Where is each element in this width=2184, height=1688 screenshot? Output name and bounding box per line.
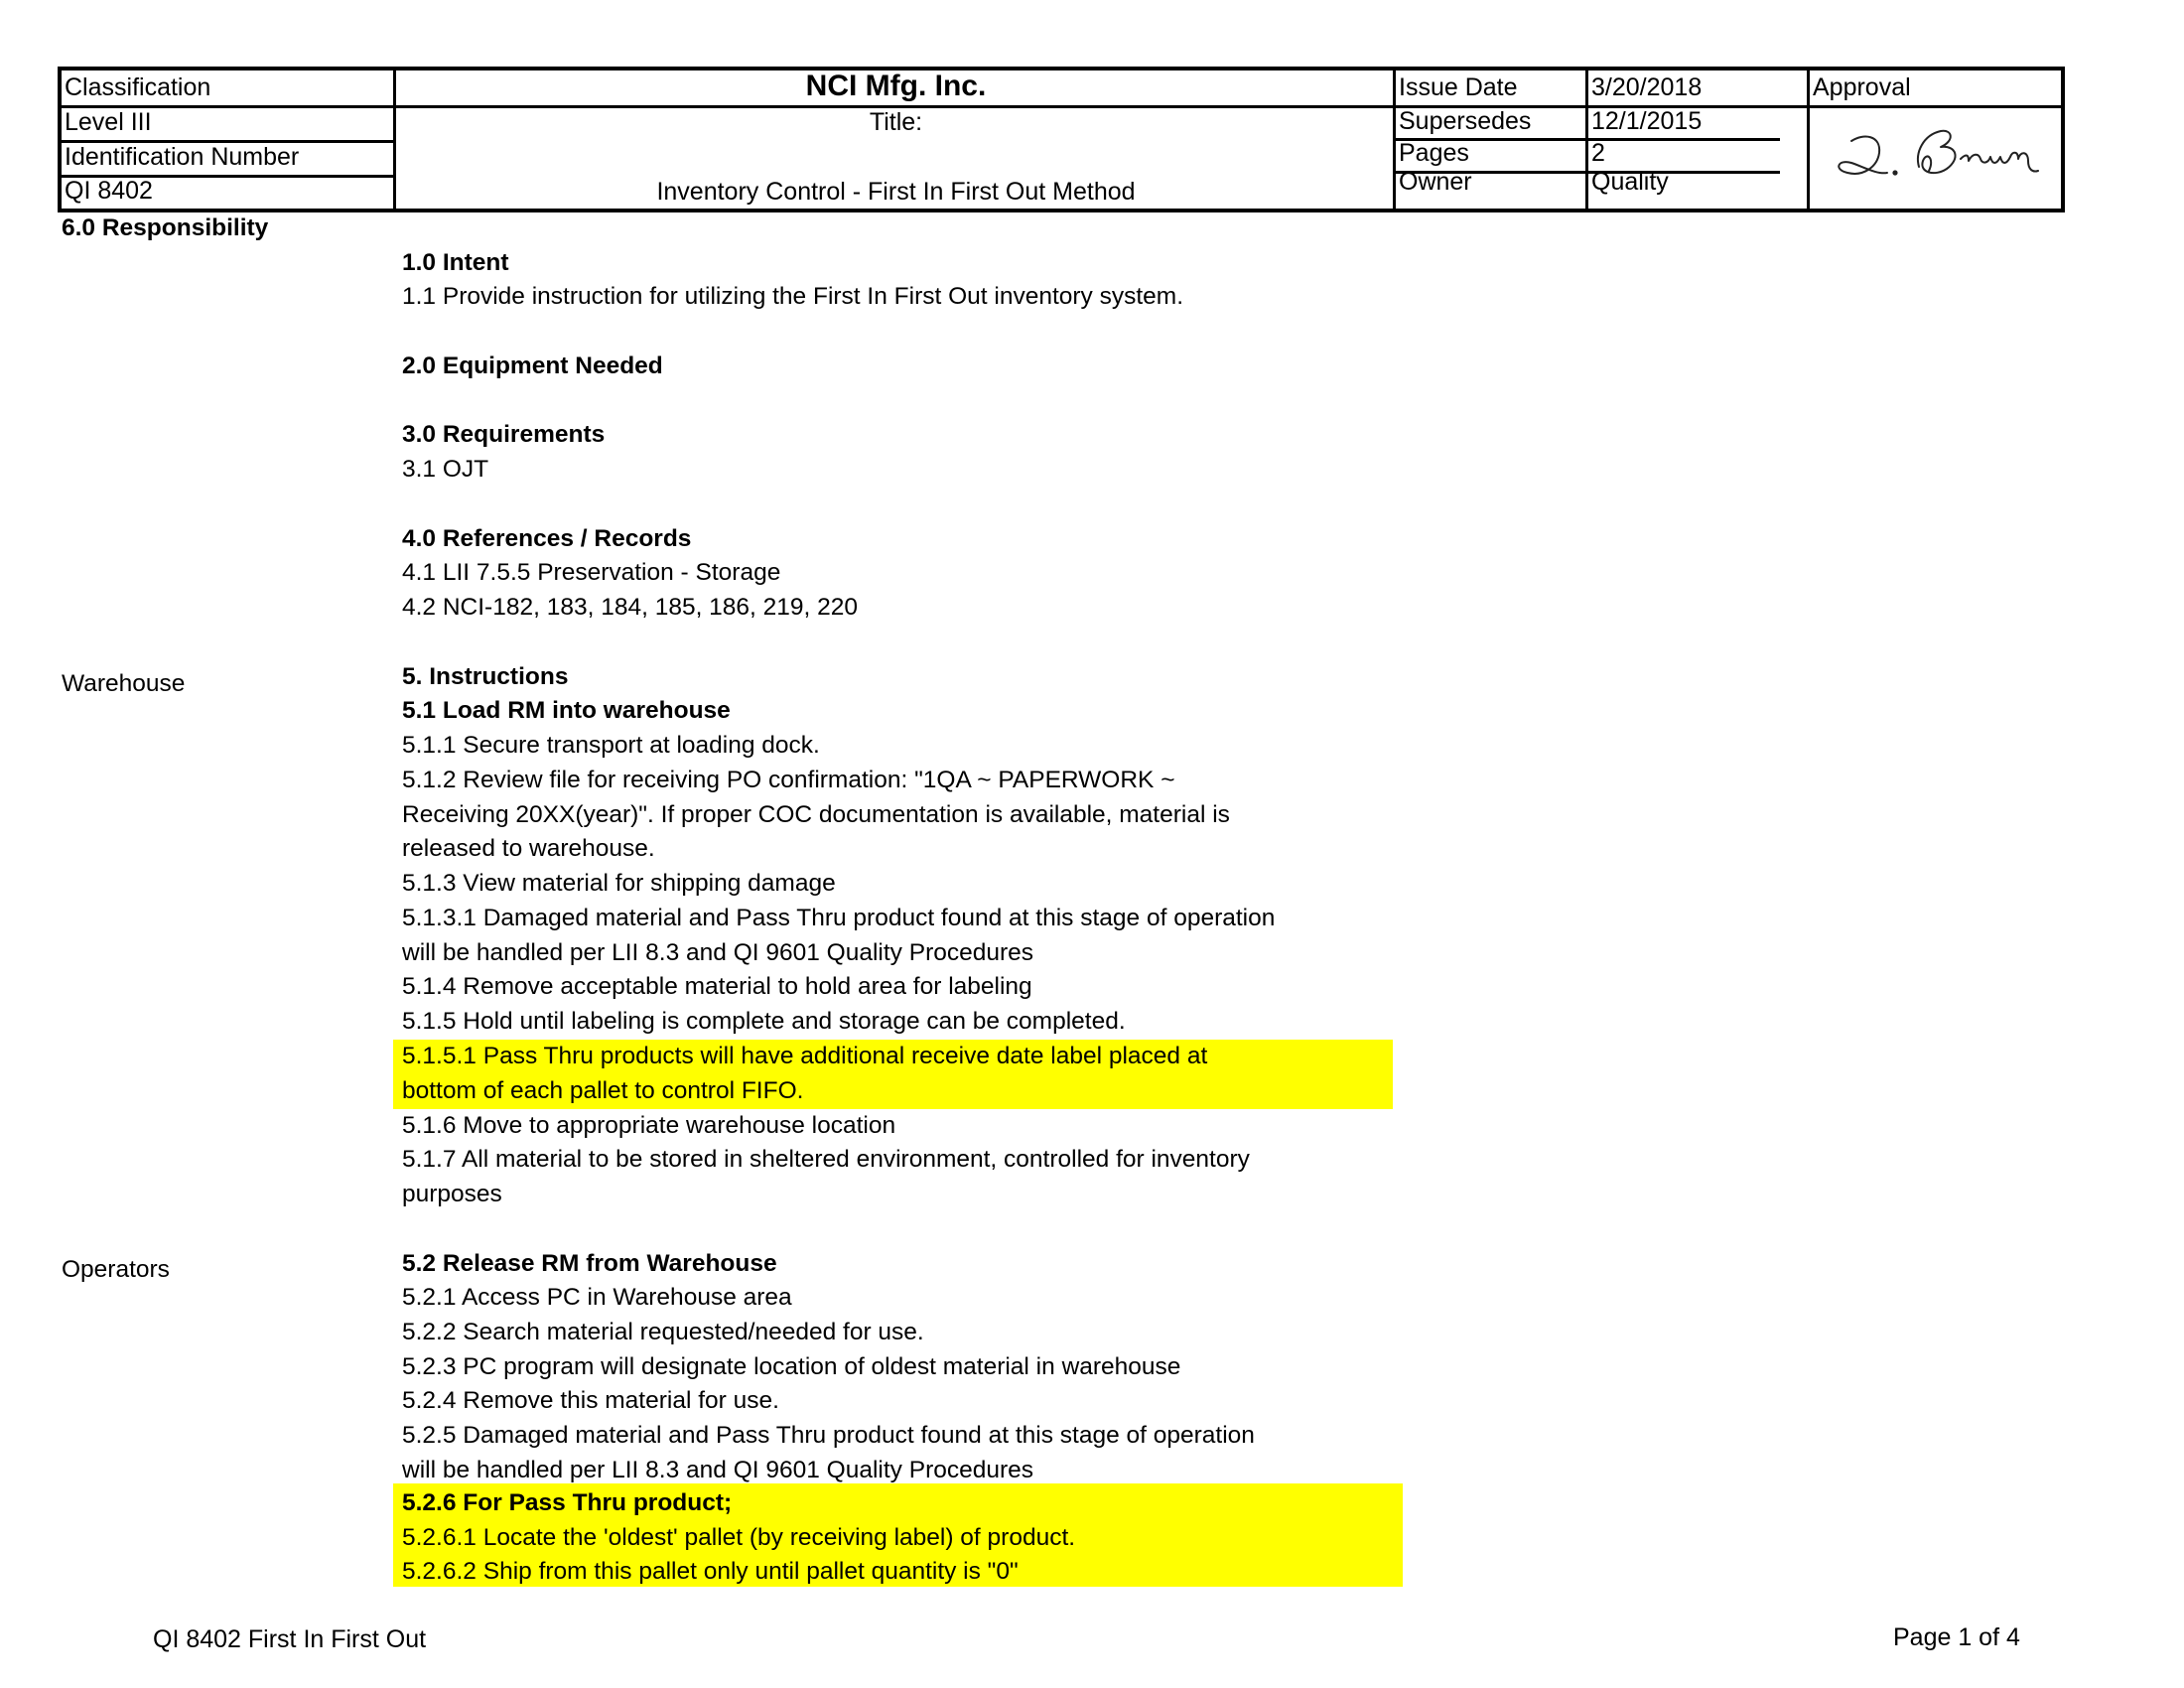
- approval-label: Approval: [1813, 73, 1911, 101]
- classification-value: Level III: [65, 108, 152, 136]
- classification-label: Classification: [65, 73, 211, 101]
- identification-number-label: Identification Number: [65, 143, 300, 171]
- document-header-table: [58, 67, 2065, 212]
- instruction-line: will be handled per LII 8.3 and QI 9601 Quality Procedures: [402, 939, 1034, 966]
- footer-document-name: QI 8402 First In First Out: [153, 1625, 427, 1653]
- responsibility-heading: 6.0 Responsibility: [62, 214, 269, 241]
- instruction-line: 5.1.4 Remove acceptable material to hold area for labeling: [402, 973, 1032, 1000]
- supersedes-label: Supersedes: [1399, 107, 1532, 135]
- section-heading-requirements: 3.0 Requirements: [402, 421, 606, 448]
- pass-thru-line: 5.2.6.1 Locate the 'oldest' pallet (by receiving label) of product.: [402, 1524, 1076, 1551]
- approval-signature-image: [1824, 115, 2052, 200]
- instruction-line: 5.2.5 Damaged material and Pass Thru product found at this stage of operation: [402, 1422, 1255, 1449]
- owner-label: Owner: [1399, 168, 1472, 196]
- instruction-line-highlighted: bottom of each pallet to control FIFO.: [402, 1077, 804, 1104]
- instruction-line: 5.2.2 Search material requested/needed for use.: [402, 1319, 924, 1345]
- instruction-line: will be handled per LII 8.3 and QI 9601 Quality Procedures: [402, 1457, 1034, 1483]
- instruction-line: released to warehouse.: [402, 835, 655, 862]
- instruction-line: 5.1.2 Review file for receiving PO confirmation: "1QA ~ PAPERWORK ~: [402, 767, 1175, 793]
- responsibility-role-operators: Operators: [62, 1256, 170, 1283]
- instruction-line: 5.1.3 View material for shipping damage: [402, 870, 836, 897]
- pages-label: Pages: [1399, 139, 1469, 167]
- pass-thru-line: 5.2.6.2 Ship from this pallet only until pallet quantity is "0": [402, 1558, 1019, 1585]
- section-heading-instructions: 5. Instructions: [402, 663, 569, 690]
- instruction-line: Receiving 20XX(year)". If proper COC documentation is available, material is: [402, 801, 1230, 828]
- company-name: NCI Mfg. Inc.: [805, 71, 987, 101]
- title-label: Title:: [869, 108, 923, 136]
- intent-item: 1.1 Provide instruction for utilizing the First In First Out inventory system.: [402, 283, 1184, 310]
- pages-value: 2: [1591, 139, 1605, 167]
- section-heading-intent: 1.0 Intent: [402, 249, 509, 276]
- pass-thru-heading: 5.2.6 For Pass Thru product;: [402, 1489, 733, 1516]
- supersedes-value: 12/1/2015: [1591, 107, 1703, 135]
- responsibility-role-warehouse: Warehouse: [62, 670, 186, 697]
- instruction-line-highlighted: 5.1.5.1 Pass Thru products will have additional receive date label placed at: [402, 1043, 1208, 1069]
- issue-date-value: 3/20/2018: [1591, 73, 1703, 101]
- instruction-line: 5.2.3 PC program will designate location of oldest material in warehouse: [402, 1353, 1181, 1380]
- divider: [1807, 105, 2065, 108]
- instruction-line: 5.2.4 Remove this material for use.: [402, 1387, 779, 1414]
- instruction-line: 5.1.5 Hold until labeling is complete and storage can be completed.: [402, 1008, 1126, 1035]
- subsection-heading-release-rm: 5.2 Release RM from Warehouse: [402, 1250, 777, 1277]
- references-item: 4.2 NCI-182, 183, 184, 185, 186, 219, 220: [402, 594, 859, 621]
- instruction-line: 5.1.1 Secure transport at loading dock.: [402, 732, 820, 759]
- instruction-line: 5.2.1 Access PC in Warehouse area: [402, 1284, 792, 1311]
- section-heading-equipment: 2.0 Equipment Needed: [402, 352, 663, 379]
- requirements-item: 3.1 OJT: [402, 456, 489, 483]
- subsection-heading-load-rm: 5.1 Load RM into warehouse: [402, 697, 731, 724]
- instruction-line: purposes: [402, 1181, 502, 1207]
- identification-number-value: QI 8402: [65, 177, 153, 205]
- owner-value: Quality: [1591, 168, 1669, 196]
- instruction-line: 5.1.7 All material to be stored in sheltered environment, controlled for inventory: [402, 1146, 1250, 1173]
- references-item: 4.1 LII 7.5.5 Preservation - Storage: [402, 559, 781, 586]
- instruction-line: 5.1.6 Move to appropriate warehouse location: [402, 1112, 896, 1139]
- instruction-line: 5.1.3.1 Damaged material and Pass Thru product found at this stage of operation: [402, 905, 1276, 931]
- issue-date-label: Issue Date: [1399, 73, 1518, 101]
- document-title: Inventory Control - First In First Out Method: [656, 178, 1136, 206]
- footer-page-number: Page 1 of 4: [1893, 1623, 2020, 1651]
- section-heading-references: 4.0 References / Records: [402, 525, 692, 552]
